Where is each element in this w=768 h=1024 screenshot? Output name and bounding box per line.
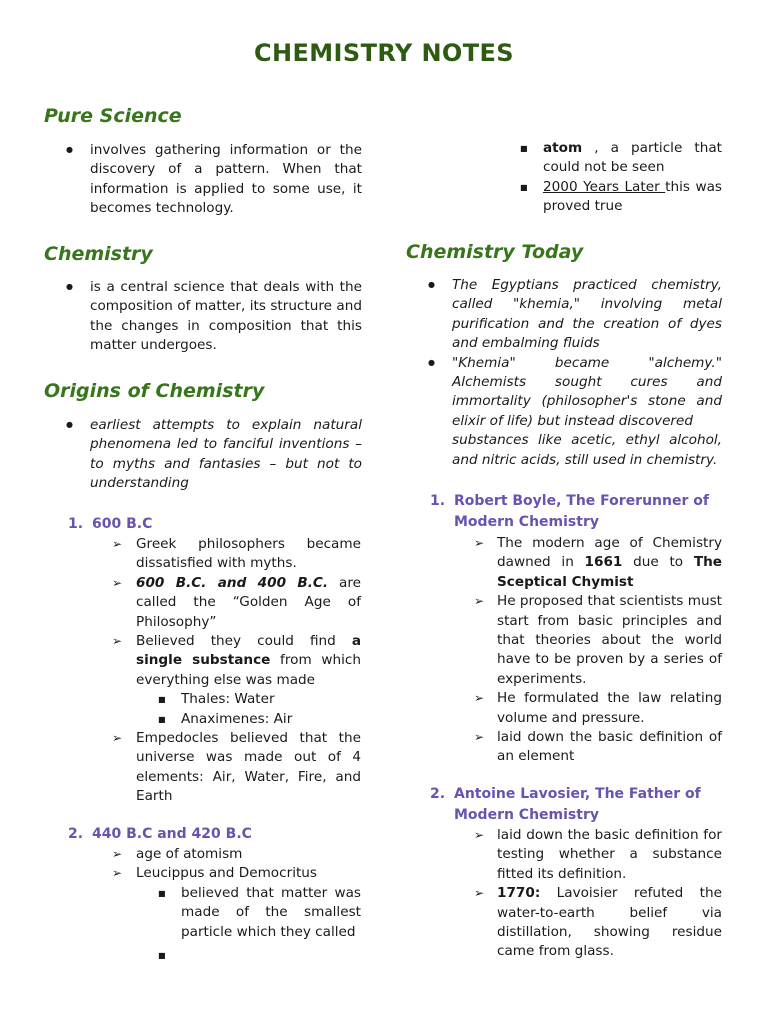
origins-text: earliest attempts to explain natural phenomena led to fanciful inventions – to myths and fantasies – but not to understanding — [90, 417, 362, 492]
arrow-bullet-icon: ➢ — [112, 866, 123, 881]
years-later-text: 2000 Years Later — [543, 178, 666, 195]
era-heading-text: 600 B.C — [92, 516, 153, 532]
list-item-text: Lavoisier refuted the water-to-earth belief via distillation, showing residue came from glass. — [497, 885, 722, 960]
list-item — [112, 632, 361, 690]
list-number: 1. — [68, 516, 84, 532]
bullet-dot-icon — [428, 276, 435, 296]
sub-list-item — [520, 139, 722, 178]
atom-list — [520, 139, 722, 217]
list-item — [112, 864, 361, 883]
list-item-text: Leucippus and Democritus — [136, 865, 317, 882]
book-title: The Sceptical Chymist — [497, 554, 722, 590]
sub-list-item-text: , a particle that could not be seen — [543, 140, 722, 176]
arrow-bullet-icon: ➢ — [112, 847, 123, 861]
sub-list-item-text: Thales: Water — [181, 691, 275, 708]
pure-science-heading: Pure Science — [44, 105, 182, 127]
list-item-text: Greek philosophers became dissatisfied with myths. — [136, 536, 361, 572]
list-item-continued: substances like acetic, ethyl alcohol, and nitric acids, still used in chemistry. — [452, 432, 722, 468]
sub-list-item — [520, 178, 722, 217]
list-item — [474, 592, 722, 689]
list-item — [474, 534, 722, 592]
list-item-text: He formulated the law relating volume and pressure. — [497, 690, 722, 726]
chemistry-today-list — [428, 276, 722, 470]
list-item-text: The modern age of Chemistry dawned in — [497, 535, 722, 571]
bullet-dot-icon — [428, 354, 435, 374]
year-1661: 1661 — [584, 554, 623, 571]
list-item-text: laid down the basic definition for testing whether a substance fitted its definition. — [497, 827, 722, 882]
list-item — [112, 729, 361, 807]
arrow-bullet-icon: ➢ — [474, 828, 485, 842]
list-item — [112, 845, 361, 864]
boyle-heading-text: Robert Boyle, The Forerunner of Modern Chemistry — [454, 493, 709, 530]
sub-list-item-text: Anaximenes: Air — [181, 710, 293, 727]
list-item — [474, 689, 722, 728]
list-item — [428, 276, 722, 354]
origins-heading: Origins of Chemistry — [44, 380, 265, 402]
chemistry-heading: Chemistry — [44, 243, 153, 265]
arrow-bullet-icon: ➢ — [474, 594, 485, 609]
square-bullet-icon: ■ — [158, 714, 166, 724]
page-title: CHEMISTRY NOTES — [253, 39, 514, 67]
chemistry-today-heading: Chemistry Today — [406, 241, 584, 263]
chemistry-text: is a central science that deals with the composition of matter, its structure and the changes in composition that this matter undergoes. — [90, 279, 362, 354]
era-heading-text: 440 B.C and 420 B.C — [92, 826, 252, 842]
golden-age-dates: 600 B.C. and 400 B.C. — [136, 574, 329, 591]
arrow-bullet-icon: ➢ — [474, 886, 485, 901]
list-item-text: He proposed that scientists must start from basic principles and that theories about the world have to be proven by a series of experiments. — [497, 593, 722, 687]
arrow-bullet-icon: ➢ — [474, 730, 485, 745]
list-number: 2. — [430, 786, 446, 802]
square-bullet-icon: ■ — [520, 182, 528, 192]
arrow-bullet-icon: ➢ — [112, 575, 123, 590]
list-item — [474, 728, 722, 767]
pure-science-item — [66, 141, 362, 219]
lavoisier-list — [474, 826, 722, 962]
square-bullet-icon: ■ — [158, 951, 166, 961]
list-item — [474, 884, 722, 962]
list-number: 2. — [68, 826, 84, 842]
sub-list-item — [112, 690, 361, 709]
square-bullet-icon: ■ — [158, 695, 166, 705]
list-item — [474, 826, 722, 884]
era-440bc-list — [112, 845, 361, 961]
list-item — [112, 535, 361, 574]
list-item-text: are called the “Golden Age of Philosophy” — [136, 574, 361, 630]
pure-science-text: involves gathering information or the discovery of a pattern. When that information is applied to some use, it becomes technology. — [90, 142, 362, 217]
year-1770: 1770: — [497, 885, 541, 902]
arrow-bullet-icon: ➢ — [112, 537, 123, 551]
list-item — [112, 574, 361, 632]
list-item-text: age of atomism — [136, 846, 243, 862]
list-item-text: The Egyptians practiced chemistry, called "khemia," involving metal purification and the creation of dyes and embalming fluids — [452, 277, 722, 352]
bullet-dot-icon — [66, 416, 73, 436]
list-item — [428, 354, 722, 432]
origins-item — [66, 416, 362, 494]
sub-list-item-text: this was proved true — [543, 178, 723, 215]
sub-list-item — [112, 884, 361, 942]
list-item-text: Believed they could find — [136, 633, 352, 650]
list-item-text: laid down the basic definition of an element — [497, 729, 722, 765]
arrow-bullet-icon: ➢ — [112, 731, 123, 746]
sub-list-item-empty — [112, 942, 361, 961]
single-substance-text: a single substance — [136, 633, 361, 669]
arrow-bullet-icon: ➢ — [474, 536, 485, 550]
atom-term: atom — [543, 140, 583, 156]
sub-list-item — [112, 710, 361, 729]
bullet-dot-icon — [66, 141, 73, 161]
boyle-list — [474, 534, 722, 767]
era-600bc-list — [112, 535, 361, 807]
list-item-text: from which everything else was made — [136, 652, 361, 688]
list-item-text: Empedocles believed that the universe was made out of 4 elements: Air, Water, Fire, and Earth — [136, 730, 361, 805]
lavoisier-heading-text: Antoine Lavosier, The Father of Modern Chemistry — [454, 786, 701, 823]
arrow-bullet-icon: ➢ — [112, 634, 123, 649]
list-number: 1. — [430, 493, 446, 509]
bullet-dot-icon — [66, 278, 73, 298]
chemistry-item — [66, 278, 362, 356]
list-item-text: due to — [622, 554, 694, 571]
list-item-text: "Khemia" became "alchemy." Alchemists sought cures and immortality (philosopher's stone and elixir of life) but instead discovered — [452, 354, 722, 429]
square-bullet-icon: ■ — [158, 888, 166, 898]
sub-list-item-text: believed that matter was made of the smallest particle which they called — [181, 884, 361, 940]
square-bullet-icon: ■ — [520, 144, 528, 153]
arrow-bullet-icon: ➢ — [474, 691, 485, 706]
